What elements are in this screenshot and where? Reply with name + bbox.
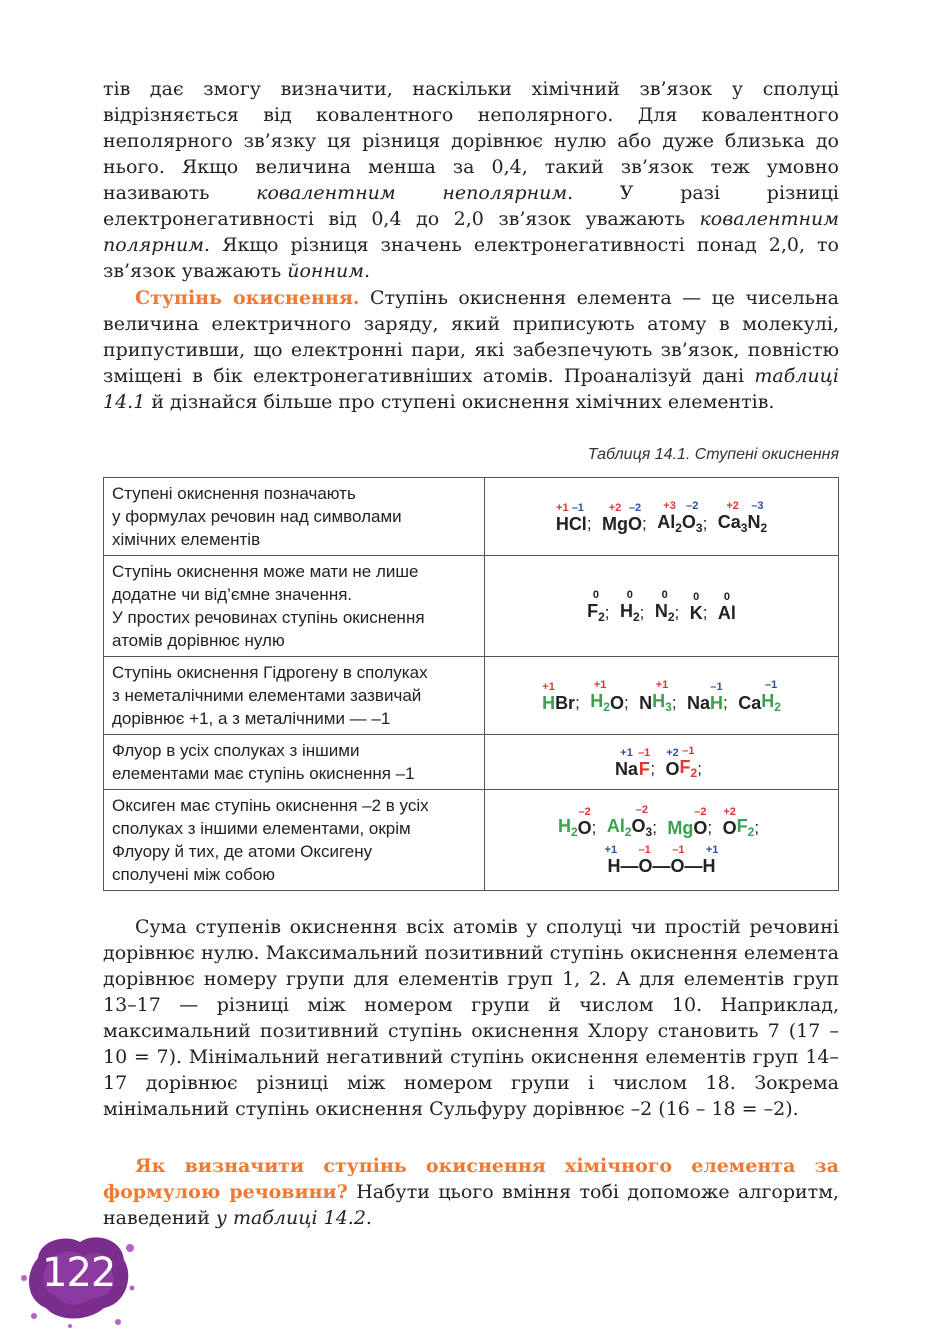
- formula-nah: Na –1 H ;: [687, 680, 728, 713]
- text-run: . У разі різниці електронегативності від 0,4 до 2,0 зв’язок уважають: [103, 182, 840, 230]
- text-run: . Якщо різниця значень електронегативності понад 2,0, то зв’язок уважають: [103, 234, 839, 282]
- row-description: Ступінь окиснення може мати не лише додатне чи від’ємне значення. У простих речовинах ступінь окиснення атомів дорівнює нулю: [104, 556, 485, 657]
- term-ionic: йонним: [287, 260, 364, 282]
- table-caption: Таблиця 14.1. Ступені окиснення: [587, 446, 839, 463]
- formula-cah2: Ca –1 $H_2$: [738, 678, 781, 714]
- row-example: [485, 657, 839, 735]
- table-reference: у таблиці 14.2: [215, 1207, 366, 1229]
- paragraph-electronegativity: [103, 76, 839, 284]
- formula-mgo: Mg –2 O ;: [667, 806, 713, 838]
- table-row: [104, 478, 839, 556]
- row-description: Флуор в усіх сполуках з іншими елементами має ступінь окиснення –1: [104, 735, 485, 790]
- formula-n2: 0 $N_2$ ;: [654, 589, 680, 624]
- formula-al: 0 Al: [717, 591, 736, 623]
- text-run: .: [365, 1207, 372, 1229]
- table-row: [104, 556, 839, 657]
- formula-h2o: $H_2$ –2 O ;: [557, 806, 597, 839]
- formula-of2: +2 O $F_2$ ;: [722, 806, 760, 839]
- row-description: Ступені окиснення позначають у формулах речовин над символами хімічних елементів: [104, 478, 485, 556]
- formula-of2: +2 O –1 $F_2$ ;: [665, 745, 702, 780]
- row-description: Оксиген має ступінь окиснення –2 в усіх сполуках з іншими елементами, окрім Флуору й тих, де атоми Оксигену сполучені між собою: [104, 790, 485, 891]
- formula-al2o3: +3 $Al_2$ –2 $O_3$ ;: [657, 499, 708, 535]
- table-reference: таблиці 14.1: [103, 365, 839, 413]
- oxidation-table: [103, 477, 839, 891]
- page-number-badge: [18, 1228, 138, 1328]
- question-heading: Як визначити ступінь окиснення хімічного елемента за формулою речовини?: [103, 1155, 839, 1203]
- formula-al2o3: $Al_2$ –2 $O_3$ ;: [606, 804, 657, 839]
- page-number: 122: [42, 1250, 116, 1296]
- row-example: [485, 478, 839, 556]
- formula-nh3: N +1 $H_3$ ;: [639, 678, 677, 714]
- term-covalent-nonpolar: ковалентним неполярним: [256, 182, 568, 204]
- row-description: Ступінь окиснення Гідрогену в сполуках з неметалічними елементами зазвичай дорівнює +1, а з металічними — –1: [104, 657, 485, 735]
- formula-mgo: +2 Mg –2 O ;: [602, 501, 647, 534]
- section-heading-oxidation: Ступінь окиснення.: [135, 287, 360, 309]
- formula-naf: +1 Na –1 F ;: [615, 747, 656, 779]
- paragraph-oxidation-state: [103, 285, 839, 415]
- formula-f2: 0 $F_2$ ;: [587, 589, 610, 624]
- text-run: Ступінь окиснення елемента — це чисельна величина електричного заряду, який приписують атому в молекулі, припустивши, що електронні пари, які забезпечують зв’язок, повністю зміщені в бік електронегативніших атомів. Проаналізуй дані: [103, 287, 839, 387]
- formula-h2o: +1 $H_2$ O ;: [590, 678, 629, 714]
- table-row: [104, 790, 839, 891]
- text-run: Набути цього вміння тобі допоможе алгоритм, наведений: [103, 1181, 840, 1229]
- text-run: й дізнайся більше про ступені окиснення хімічних елементів.: [145, 391, 775, 413]
- text-run: .: [363, 260, 370, 282]
- formula-k: 0 K ;: [689, 591, 708, 623]
- paragraph-algorithm: [103, 1153, 839, 1231]
- formula-ca3n2: +2 $Ca_3$ –3 $N_2$: [717, 499, 768, 535]
- row-example: [485, 790, 839, 891]
- formula-hcl: +1 H –1 Cl ;: [555, 501, 592, 534]
- table-row: [104, 735, 839, 790]
- formula-hbr: +1 H Br ;: [542, 680, 580, 713]
- formula-hooh: +1 –1 –1 +1 H—O—O—H: [604, 844, 719, 876]
- row-example: [485, 735, 839, 790]
- row-example: [485, 556, 839, 657]
- formula-h2: 0 $H_2$ ;: [619, 589, 645, 624]
- text-run: тів дає змогу визначити, наскільки хімічний зв’язок у сполуці відрізняється від ковалентного неполярного. Для ковалентного неполярного зв’язку ця різниця дорівнює нулю або дуже близька до нього. Якщо величина менша за 0,4, такий зв’язок теж умовно називають: [103, 78, 839, 204]
- paragraph-sum-rule: Сума ступенів окиснення всіх атомів у сполуці чи простій речовині дорівнює нулю. Максимальний позитивний ступінь окиснення елемента дорівнює номеру групи для елементів груп 1, 2. А для елементів груп 13–17 — різниці між номером групи й числом 10. Наприклад, максимальний позитивний ступінь окиснення Хлору становить 7 (17 – 10 = 7). Мінімальний негативний ступінь окиснення елементів груп 14–17 дорівнює різниці між номером групи і числом 18. Зокрема мінімальний ступінь окиснення Сульфуру дорівнює –2 (16 – 18 = –2).: [103, 916, 839, 1120]
- term-covalent-polar: ковалентним полярним: [103, 208, 839, 256]
- table-row: [104, 657, 839, 735]
